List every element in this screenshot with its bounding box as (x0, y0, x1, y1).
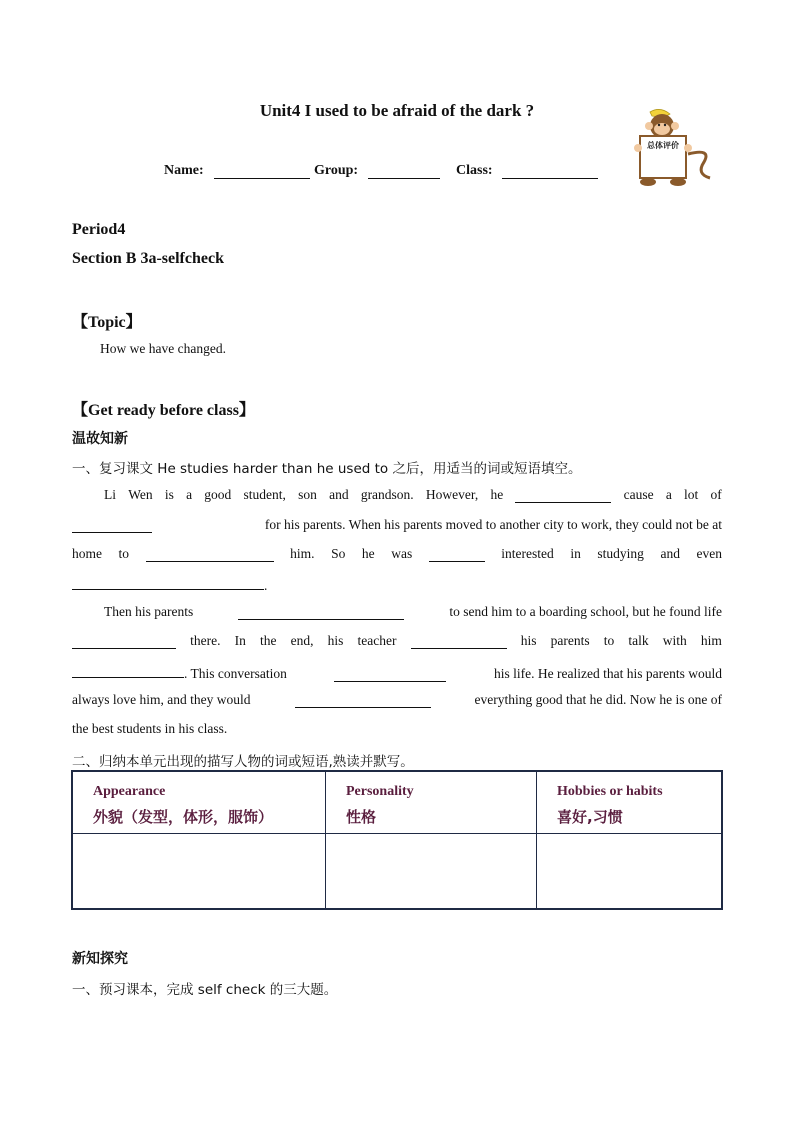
word: lot (684, 487, 699, 502)
group-blank[interactable] (368, 164, 440, 179)
description-table (71, 770, 723, 910)
blank-8[interactable] (411, 634, 507, 649)
col-personality-header (326, 771, 537, 833)
blank-11[interactable] (295, 693, 431, 708)
appearance-cn: 外貌（发型，体形，服饰） (93, 808, 274, 826)
personality-en: Personality (346, 784, 414, 799)
word: talk (628, 633, 649, 648)
word: him (700, 633, 722, 648)
appearance-cell[interactable] (72, 833, 326, 909)
word: a (186, 487, 193, 502)
blank-10[interactable] (334, 667, 446, 682)
word: a (665, 487, 672, 502)
word: was (391, 546, 413, 561)
task1-instruction: 一、复习课文 He studies harder than he used to 之后，用适当的词或短语填空。 (72, 461, 582, 477)
review-title: 温故知新 (72, 431, 128, 447)
blank-7[interactable] (72, 634, 176, 649)
appearance-en: Appearance (93, 784, 166, 799)
word: interested (501, 546, 554, 561)
word: to (118, 546, 130, 561)
p2-line4-start: always love him, and they would (72, 692, 251, 707)
word: Li (104, 487, 116, 502)
p2-line1-start: Then his parents (104, 604, 194, 619)
blank-6[interactable] (238, 605, 404, 620)
group-label: Group: (314, 163, 359, 178)
word: with (662, 633, 687, 648)
word: end, (290, 633, 314, 648)
word: him. (290, 546, 315, 561)
p1-line3 (72, 546, 722, 562)
word: son (298, 487, 317, 502)
p1-line4-end: . (264, 578, 268, 593)
name-blank[interactable] (214, 164, 310, 179)
hobbies-cn: 喜好,习惯 (557, 808, 623, 826)
p1-line2-text: for his parents. When his parents moved to another city to work, they could not be at (264, 517, 722, 532)
task3-instruction: 一、预习课本，完成 self check 的三大题。 (72, 982, 338, 998)
word: However, (425, 487, 479, 502)
topic-text: How we have changed. (100, 341, 226, 356)
blank-4[interactable] (429, 547, 485, 562)
word: and (660, 546, 680, 561)
blank-3[interactable] (146, 547, 274, 562)
page-title: Unit4 I used to be afraid of the dark ? (259, 101, 535, 120)
word: student, (243, 487, 286, 502)
col-appearance-header (72, 771, 326, 833)
word: Wen (128, 487, 153, 502)
period-label: Period4 (72, 221, 126, 238)
monkey-evaluation-icon (630, 108, 720, 188)
blank-2[interactable] (72, 518, 152, 533)
word: grandson. (360, 487, 414, 502)
word: even (696, 546, 722, 561)
section-label: Section B 3a-selfcheck (72, 250, 224, 267)
word: he (361, 546, 375, 561)
name-label: Name: (164, 163, 204, 178)
p2-line2 (72, 633, 722, 649)
p2-line3-end: his life. He realized that his parents would (494, 666, 722, 681)
p2-line5: the best students in his class. (72, 721, 228, 736)
topic-heading: 【Topic】 (72, 314, 142, 331)
word: in (570, 546, 581, 561)
word: So (331, 546, 346, 561)
word: his (520, 633, 537, 648)
p2-line4-end: everything good that he did. Now he is one of (474, 692, 722, 707)
word: of (710, 487, 722, 502)
word: cause (623, 487, 654, 502)
hobbies-cell[interactable] (537, 833, 723, 909)
word: he (490, 487, 504, 502)
new-knowledge-title: 新知探究 (72, 951, 128, 967)
word: good (204, 487, 232, 502)
blank-5[interactable] (72, 575, 264, 590)
class-label: Class: (456, 163, 493, 178)
word: is (164, 487, 174, 502)
word: and (329, 487, 349, 502)
blank-9[interactable] (72, 663, 184, 678)
word: studying (597, 546, 644, 561)
p2-line3-start: . This conversation (184, 666, 287, 681)
word: to (603, 633, 615, 648)
p1-line1 (104, 487, 722, 503)
blank-1[interactable] (515, 488, 611, 503)
personality-cn: 性格 (346, 808, 377, 826)
personality-cell[interactable] (326, 833, 537, 909)
class-blank[interactable] (502, 164, 598, 179)
word: the (259, 633, 277, 648)
task2-instruction: 二、归纳本单元出现的描写人物的词或短语,熟读并默写。 (72, 754, 414, 770)
badge-text: 总体评价 (647, 141, 679, 150)
word: teacher (357, 633, 397, 648)
word: In (234, 633, 246, 648)
word: home (72, 546, 102, 561)
col-hobbies-header (537, 771, 723, 833)
get-ready-heading: 【Get ready before class】 (72, 402, 255, 419)
word: there. (190, 633, 221, 648)
hobbies-en: Hobbies or habits (557, 784, 663, 799)
word: parents (550, 633, 590, 648)
word: his (327, 633, 344, 648)
p2-line1-end: to send him to a boarding school, but he found life (449, 604, 722, 619)
